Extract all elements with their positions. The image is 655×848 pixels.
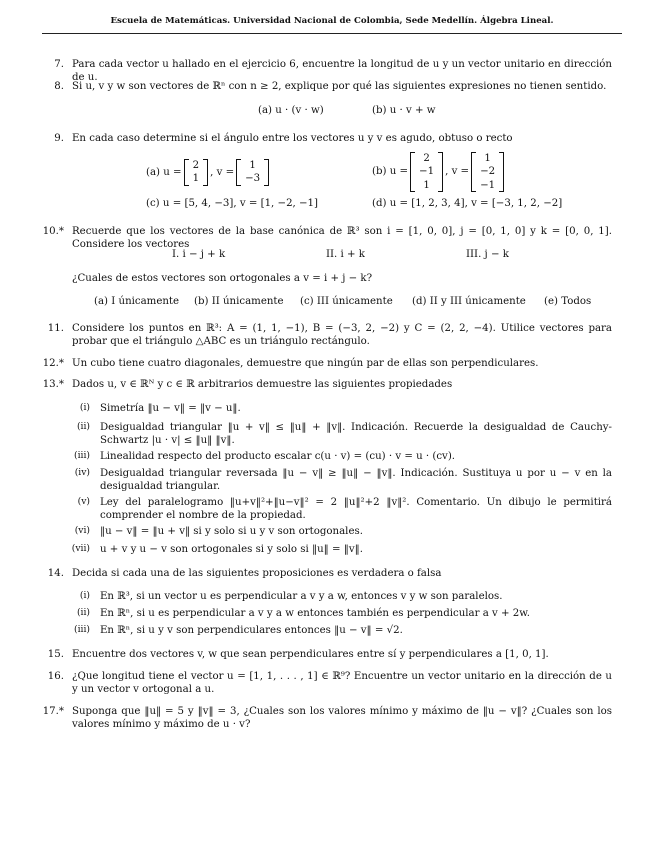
entry: −3 [245, 173, 261, 185]
item-number: (i) [79, 590, 90, 601]
entry: 1 [484, 153, 491, 164]
item-number: (ii) [76, 607, 90, 618]
entry: 1 [423, 179, 430, 191]
v-equals: v = [451, 166, 470, 178]
case-d: (d) u = [1, 2, 3, 4], v = [−3, 1, 2, −2] [372, 198, 563, 209]
item-number: (ii) [76, 421, 90, 432]
problem-text: Para cada vector u hallado en el ejercicio 6, encuentre la longitud de u y un vector unitario en dirección de u. [72, 59, 612, 84]
problem-text: Suponga que ‖u‖ = 5 y ‖v‖ = 3, ¿Cuales son los valores mínimo y máximo de ‖u − v‖? ¿Cuales son los valores mínimo y máximo de u · v? [72, 706, 612, 731]
vector-v-a [236, 159, 269, 186]
vector-u-a [184, 159, 208, 186]
problem-number: 10.* [42, 226, 64, 237]
problem-number: 14. [47, 568, 64, 579]
item-text: En ℝⁿ, si u y v son perpendiculares entonces ‖u − v‖ = √2. [100, 625, 403, 636]
case-a: (a) u = 2 1 , v = 1 −3 [146, 159, 271, 186]
entry: 2 [192, 160, 200, 171]
option-b: (b) II únicamente [194, 296, 284, 307]
problem-number: 7. [54, 59, 64, 70]
case-b: (b) u = 2 −1 1 , v = 1 −2 −1 [372, 152, 506, 192]
item-text: Ley del paralelogramo ‖u+v‖²+‖u−v‖² = 2 ‖u‖²+2 ‖v‖². Comentario. Un dibujo le permitirá comprender el nombre de la propiedad. [100, 497, 612, 522]
entry: 1 [192, 173, 200, 185]
problem-number: 13.* [42, 379, 64, 390]
problem-number: 12.* [42, 358, 64, 369]
problem-text: Dados u, v ∈ ℝᴺ y c ∈ ℝ arbitrarios demuestre las siguientes propiedades [72, 379, 453, 390]
case-c: (c) u = [5, 4, −3], v = [1, −2, −1] [146, 198, 319, 209]
entry: 1 [249, 160, 256, 171]
item-number: (i) [79, 402, 90, 413]
item-text: ‖u − v‖ = ‖u + v‖ si y solo si u y v son ortogonales. [100, 526, 363, 537]
vector-I: I. i − j + k [172, 249, 226, 260]
entry: −1 [419, 166, 435, 178]
vector-u-b [410, 152, 443, 192]
vector-II: II. i + k [326, 249, 365, 260]
entry: 2 [423, 153, 430, 164]
problem-number: 16. [47, 671, 64, 682]
problem-text: Si u, v y w son vectores de ℝⁿ con n ≥ 2, explique por qué las siguientes expresiones no tienen sentido. [72, 81, 607, 92]
problem-text: Un cubo tiene cuatro diagonales, demuestre que ningún par de ellas son perpendiculares. [72, 358, 539, 369]
option-d: (d) II y III únicamente [412, 296, 526, 307]
item-text: En ℝ³, si un vector u es perpendicular a v y a w, entonces v y w son paralelos. [100, 591, 503, 602]
item-text: Simetría ‖u − v‖ = ‖v − u‖. [100, 403, 241, 414]
problem-text: Considere los puntos en ℝ³: A = (1, 1, −1), B = (−3, 2, −2) y C = (2, 2, −4). Utilice vectores para probar que el triángulo △ABC es un triángulo rectángulo. [72, 323, 612, 348]
item-text: Desigualdad triangular ‖u + v‖ ≤ ‖u‖ + ‖v‖. Indicación. Recuerde la desigualdad de Cauchy-Schwartz |u · v| ≤ ‖u‖ ‖v‖. [100, 422, 612, 447]
expression-a: (a) u · (v · w) [258, 105, 324, 116]
option-a: (a) I únicamente [94, 296, 180, 307]
vector-III: III. j − k [466, 249, 509, 260]
problem-text: Recuerde que los vectores de la base canónica de ℝ³ son i = [1, 0, 0], j = [0, 1, 0] y k = [0, 0, 1]. Considere los vectores [72, 226, 612, 251]
problem-text: Decida si cada una de las siguientes proposiciones es verdadera o falsa [72, 568, 442, 579]
case-b-label: (b) u = [372, 166, 409, 178]
v-equals: v = [216, 166, 235, 178]
item-number: (vii) [71, 543, 90, 554]
item-number: (iv) [74, 467, 90, 478]
item-text: u + v y u − v son ortogonales si y solo si ‖u‖ = ‖v‖. [100, 544, 363, 555]
option-c: (c) III únicamente [300, 296, 393, 307]
entry: −2 [480, 166, 496, 178]
problem-text: ¿Que longitud tiene el vector u = [1, 1, . . . , 1] ∈ ℝ⁹? Encuentre un vector unitario en la dirección de u y un vector v ortogonal a u. [72, 671, 612, 696]
problem-number: 11. [47, 323, 64, 334]
item-text: Desigualdad triangular reversada ‖u − v‖ ≥ ‖u‖ − ‖v‖. Indicación. Sustituya u por u − v en la desigualdad triangular. [100, 468, 612, 493]
page-header: Escuela de Matemáticas. Universidad Nacional de Colombia, Sede Medellín. Álgebra Lineal. [42, 16, 622, 34]
problem-number: 17.* [42, 706, 64, 717]
question: ¿Cuales de estos vectores son ortogonales a v = i + j − k? [72, 273, 373, 284]
option-e: (e) Todos [544, 296, 592, 307]
entry: −1 [480, 179, 496, 191]
item-number: (iii) [74, 450, 90, 461]
item-text: Linealidad respecto del producto escalar c(u · v) = (cu) · v = u · (cv). [100, 451, 456, 462]
item-number: (v) [77, 496, 90, 507]
case-a-label: (a) u = [146, 166, 182, 178]
item-number: (vi) [74, 525, 90, 536]
expression-b: (b) u · v + w [372, 105, 436, 116]
vector-v-b [471, 152, 504, 192]
problem-text: Encuentre dos vectores v, w que sean perpendiculares entre sí y perpendiculares a [1, 0, 1]. [72, 649, 549, 660]
problem-number: 15. [47, 649, 64, 660]
item-text: En ℝⁿ, si u es perpendicular a v y a w entonces también es perpendicular a v + 2w. [100, 608, 531, 619]
problem-text: En cada caso determine si el ángulo entre los vectores u y v es agudo, obtuso o recto [72, 133, 513, 144]
problem-number: 8. [54, 81, 64, 92]
problem-number: 9. [54, 133, 64, 144]
item-number: (iii) [74, 624, 90, 635]
